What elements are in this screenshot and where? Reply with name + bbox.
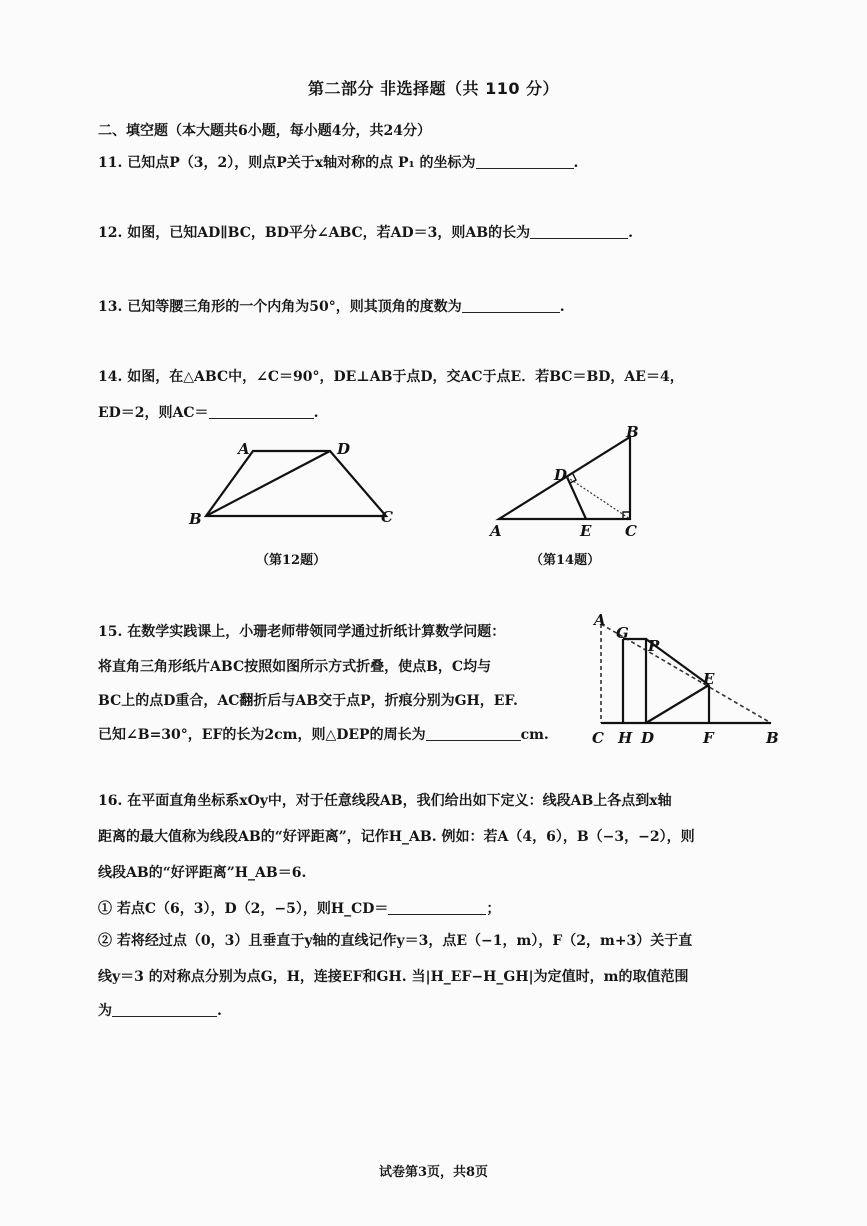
segment-de: [646, 685, 709, 723]
label-d: D: [337, 440, 351, 458]
question-14-line-2: [98, 402, 318, 422]
label-a: A: [594, 611, 606, 629]
answer-blank-13[interactable]: [462, 298, 560, 313]
label-a: A: [238, 440, 250, 458]
question-16-line-2: 距离的最大值称为线段AB的“好评距离”，记作H_AB. 例如：若A（4，6），B（−3，−2），则: [98, 829, 695, 845]
question-15-unit: cm.: [520, 727, 549, 743]
page-footer: 试卷第3页，共8页: [378, 1165, 489, 1180]
label-b: B: [626, 423, 639, 441]
question-16-part-2-text: 为: [98, 1003, 112, 1019]
label-c: C: [592, 729, 604, 747]
label-a: A: [490, 522, 502, 540]
question-16-line-1: 16. 在平面直角坐标系xOy中，对于任意线段AB，我们给出如下定义：线段AB上各点到x轴: [98, 793, 672, 809]
question-14-text: ED＝2，则AC＝: [98, 405, 209, 421]
figure-15: [585, 608, 815, 753]
label-g: G: [616, 624, 629, 642]
label-d: D: [554, 466, 568, 484]
figure-14-caption: （第14题）: [530, 553, 601, 568]
label-d: D: [641, 729, 655, 747]
question-11: [98, 152, 578, 172]
answer-blank-14[interactable]: [209, 404, 314, 419]
diagonal-bd: [206, 451, 330, 516]
question-11-end: .: [573, 155, 579, 171]
question-12-text: 12. 如图，已知AD∥BC，BD平分∠ABC，若AD＝3，则AB的长为: [98, 225, 531, 241]
question-14-line-1: 14. 如图，在△ABC中，∠C＝90°，DE⊥AB于点D，交AC于点E．若BC＝BD，AE＝4，: [98, 369, 684, 385]
question-16-part-2-line-3: [98, 1000, 222, 1020]
question-13-text: 13. 已知等腰三角形的一个内角为50°，则其顶角的度数为: [98, 299, 462, 315]
question-13-end: .: [559, 299, 565, 315]
answer-blank-15[interactable]: [426, 726, 521, 741]
label-b: B: [189, 510, 202, 528]
question-14-end: .: [313, 405, 319, 421]
question-16-part-1-end: ；: [486, 901, 501, 917]
question-15-line-4: [98, 724, 549, 744]
question-16-part-1-text: ① 若点C（6，3），D（2，−5），则H_CD＝: [98, 901, 389, 917]
answer-blank-11[interactable]: [476, 154, 574, 169]
question-16-part-2-end: .: [217, 1003, 222, 1019]
question-15-line-1: 15. 在数学实践课上，小珊老师带领同学通过折纸计算数学问题：: [98, 624, 506, 640]
right-angle-mark-d: [570, 474, 576, 483]
question-16-part-2-line-2: 线y＝3 的对称点分别为点G，H，连接EF和GH. 当|H_EF−H_GH|为定值时，m的取值范围: [98, 969, 689, 985]
label-c: C: [381, 508, 393, 526]
question-15-line-3: BC上的点D重合，AC翻折后与AB交于点P，折痕分别为GH，EF.: [98, 693, 518, 709]
answer-blank-12[interactable]: [530, 224, 628, 239]
question-15-text: 已知∠B=30°，EF的长为2cm，则△DEP的周长为: [98, 727, 426, 743]
label-c: C: [625, 522, 637, 540]
label-h: H: [618, 729, 633, 747]
section-heading: 二、填空题（本大题共6小题，每小题4分，共24分）: [98, 123, 431, 139]
answer-blank-16-1[interactable]: [388, 900, 486, 915]
label-e: E: [703, 670, 715, 688]
label-b: B: [766, 729, 779, 747]
question-12-end: .: [628, 225, 633, 241]
question-11-text: 11. 已知点P（3，2），则点P关于x轴对称的点 P₁ 的坐标为: [98, 155, 476, 171]
question-16-part-1: [98, 898, 500, 918]
trapezoid-abcd: [206, 451, 386, 516]
figure-12: [180, 432, 410, 532]
answer-blank-16-2[interactable]: [112, 1002, 217, 1017]
label-p: P: [648, 637, 660, 655]
label-e: E: [580, 522, 592, 540]
figure-12-caption: （第12题）: [256, 553, 327, 568]
question-16-part-2-line-1: ② 若将经过点（0，3）且垂直于y轴的直线记作y＝3，点E（−1，m），F（2，m+3）关于直: [98, 933, 693, 949]
segment-de: [567, 477, 586, 519]
question-16-line-3: 线段AB的“好评距离”H_AB＝6.: [98, 865, 307, 881]
folded-flap-left: [623, 639, 646, 723]
page-title: 第二部分 非选择题（共 110 分）: [307, 79, 560, 98]
question-12: [98, 222, 633, 242]
figure-14: [482, 420, 652, 545]
label-f: F: [703, 729, 714, 747]
question-15-line-2: 将直角三角形纸片ABC按照如图所示方式折叠，使点B，C均与: [98, 659, 492, 675]
question-13: [98, 296, 565, 316]
